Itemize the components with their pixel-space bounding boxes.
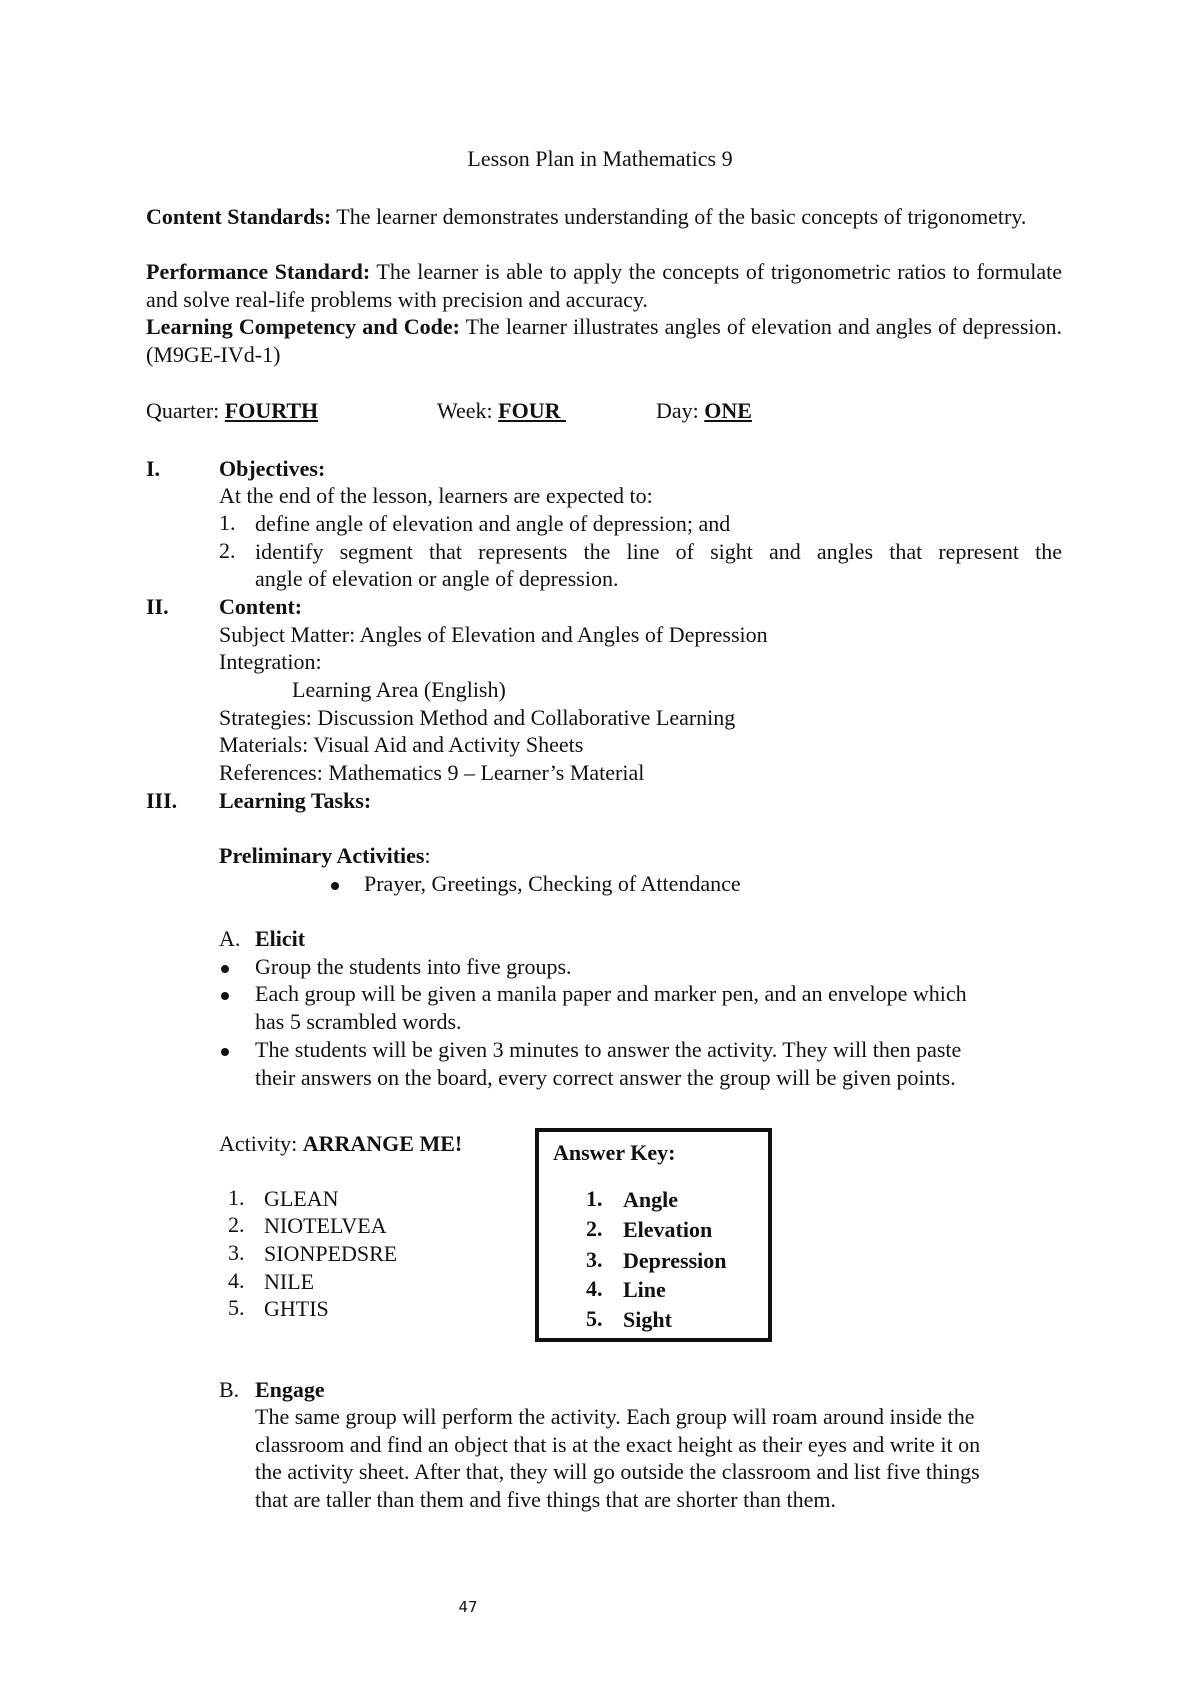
answer-5-word: Sight xyxy=(623,1307,672,1332)
answer-1-word: Angle xyxy=(623,1187,678,1212)
elicit-letter: A. xyxy=(219,926,241,951)
bullet-icon xyxy=(221,965,229,973)
activity-title xyxy=(219,1130,462,1157)
strategies: Strategies: Discussion Method and Collaborative Learning xyxy=(219,705,736,730)
page-title: Lesson Plan in Mathematics 9 xyxy=(467,146,733,171)
answer-4-word: Line xyxy=(623,1277,666,1302)
elicit-heading: Elicit xyxy=(255,926,306,951)
bullet-icon xyxy=(221,1048,229,1056)
performance-standard-text: The learner is able to apply the concepts of trigonometric ratios to formulate and solve real-life problems with precision and accuracy. xyxy=(146,259,1063,312)
content-numeral: II. xyxy=(146,594,169,619)
bullet-icon xyxy=(331,882,339,890)
scrambled-2-number: 2. xyxy=(228,1212,245,1237)
references: References: Mathematics 9 – Learner’s Material xyxy=(219,760,645,785)
answer-key-title: Answer Key: xyxy=(553,1140,676,1165)
scrambled-2-word: NIOTELVEA xyxy=(264,1213,387,1238)
engage-line-3: the activity sheet. After that, they will go outside the classroom and list five things xyxy=(255,1459,980,1484)
answer-2-word: Elevation xyxy=(623,1217,713,1242)
preliminary-activities-label: Preliminary Activities xyxy=(219,843,425,868)
answer-5-number: 5. xyxy=(586,1306,603,1331)
engage-heading: Engage xyxy=(255,1377,325,1402)
learning-competency xyxy=(146,313,1062,368)
scrambled-5-number: 5. xyxy=(228,1295,245,1320)
scrambled-3-word: SIONPEDSRE xyxy=(264,1241,398,1266)
engage-line-2: classroom and find an object that is at the exact height as their eyes and write it on xyxy=(255,1432,981,1457)
materials: Materials: Visual Aid and Activity Sheets xyxy=(219,732,584,757)
elicit-bullet-2-line2: has 5 scrambled words. xyxy=(255,1009,462,1034)
learning-area: Learning Area (English) xyxy=(292,677,506,702)
scrambled-1-word: GLEAN xyxy=(264,1186,339,1211)
engage-letter: B. xyxy=(219,1377,240,1402)
bullet-icon xyxy=(221,992,229,1000)
answer-4-number: 4. xyxy=(586,1276,603,1301)
scrambled-5-word: GHTIS xyxy=(264,1296,329,1321)
elicit-bullet-1: Group the students into five groups. xyxy=(255,954,572,979)
elicit-bullet-3-line1: The students will be given 3 minutes to answer the activity. They will then paste xyxy=(255,1037,962,1062)
answer-3-word: Depression xyxy=(623,1248,727,1273)
objective-2-line2: angle of elevation or angle of depression. xyxy=(255,566,619,591)
tasks-heading: Learning Tasks: xyxy=(219,788,372,813)
elicit-bullet-3-line2: their answers on the board, every correct answer the group will be given points. xyxy=(255,1065,956,1090)
preliminary-activities: Preliminary Activities: xyxy=(219,843,431,868)
engage-line-1: The same group will perform the activity. Each group will roam around inside the xyxy=(255,1404,975,1429)
engage-line-4: that are taller than them and five things that are shorter than them. xyxy=(255,1487,836,1512)
quarter-value: FOURTH xyxy=(224,398,319,423)
day-label: Day: xyxy=(656,398,705,423)
content-heading: Content: xyxy=(219,594,303,619)
answer-2-number: 2. xyxy=(586,1216,603,1241)
answer-3-number: 3. xyxy=(586,1247,603,1272)
answer-1-number: 1. xyxy=(586,1186,603,1211)
activity-label: Activity: xyxy=(219,1131,303,1156)
learning-competency-text: The learner illustrates angles of elevation and angles of depression. (M9GE-IVd-1) xyxy=(146,314,1062,367)
objective-1-text: define angle of elevation and angle of depression; and xyxy=(255,511,731,536)
scrambled-3-number: 3. xyxy=(228,1240,245,1265)
subject-matter: Subject Matter: Angles of Elevation and Angles of Depression xyxy=(219,622,768,647)
objective-2-number: 2. xyxy=(219,538,236,563)
objective-1-number: 1. xyxy=(219,510,236,535)
content-standards-label: Content Standards: xyxy=(146,204,332,229)
day xyxy=(656,397,752,424)
quarter xyxy=(146,397,318,424)
elicit-bullet-2-line1: Each group will be given a manila paper and marker pen, and an envelope which xyxy=(255,981,967,1006)
scrambled-4-word: NILE xyxy=(264,1269,315,1294)
day-value: ONE xyxy=(704,398,752,423)
scrambled-1-number: 1. xyxy=(228,1185,245,1210)
page-number: 47 xyxy=(458,1598,478,1616)
quarter-label: Quarter: xyxy=(146,398,225,423)
tasks-numeral: III. xyxy=(146,788,178,813)
content-standards-text: The learner demonstrates understanding of the basic concepts of trigonometry. xyxy=(331,204,1027,229)
objectives-intro: At the end of the lesson, learners are expected to: xyxy=(219,483,653,508)
activity-name: ARRANGE ME! xyxy=(302,1131,463,1156)
objectives-heading: Objectives: xyxy=(219,456,326,481)
objective-2-line1: identify segment that represents the line of sight and angles that represent the xyxy=(255,539,1062,564)
integration-label: Integration: xyxy=(219,649,322,674)
performance-standard-label: Performance Standard: xyxy=(146,259,371,284)
objectives-numeral: I. xyxy=(146,456,161,481)
week xyxy=(437,397,566,424)
week-label: Week: xyxy=(437,398,499,423)
performance-standard xyxy=(146,258,1062,313)
scrambled-4-number: 4. xyxy=(228,1268,245,1293)
learning-competency-label: Learning Competency and Code: xyxy=(146,314,460,339)
content-standards xyxy=(146,203,1062,231)
preliminary-item: Prayer, Greetings, Checking of Attendance xyxy=(364,871,741,896)
week-value: FOUR xyxy=(498,398,561,423)
